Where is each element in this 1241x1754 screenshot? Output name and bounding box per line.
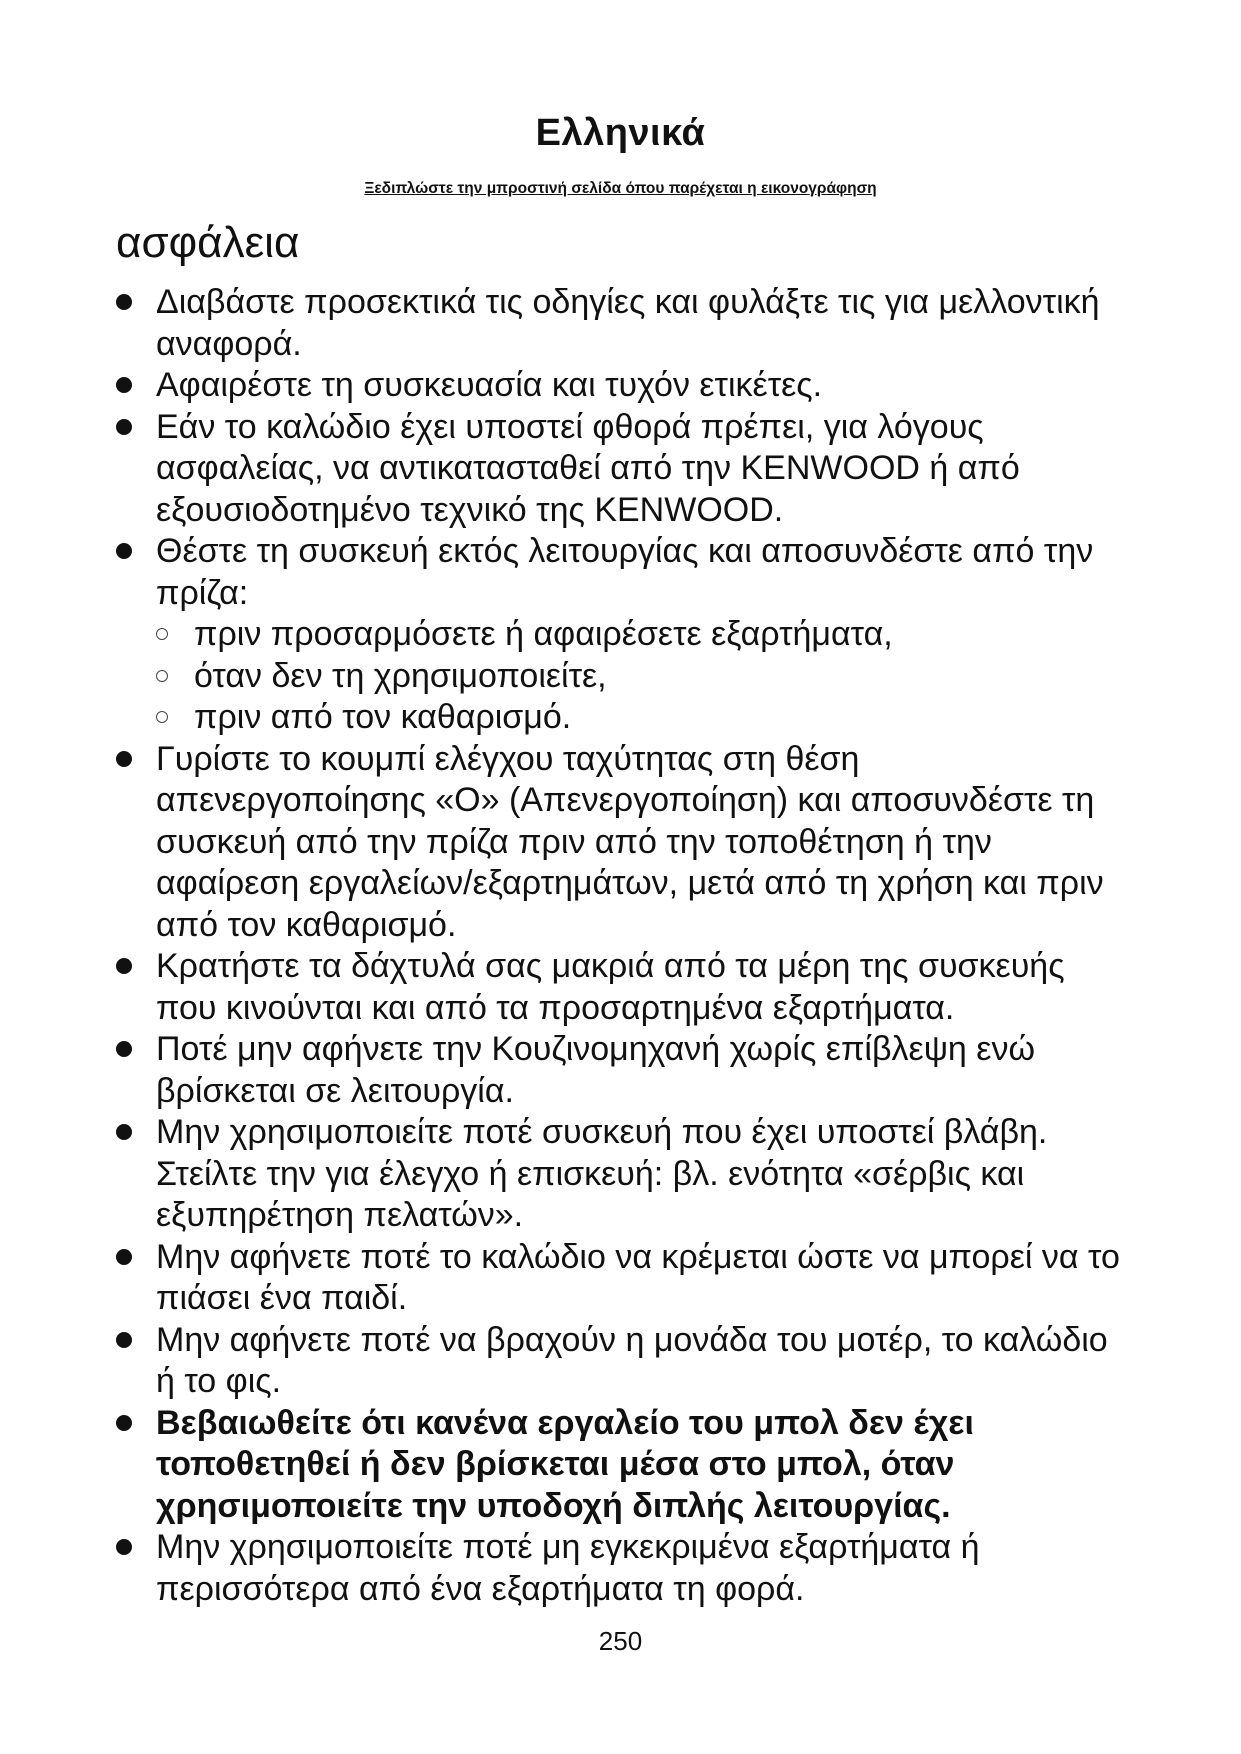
bullet-text: Μην χρησιμοποιείτε ποτέ συσκευή που έχει υποστεί βλάβη. Στείλτε την για έλεγχο ή επισκευή: βλ. ενότητα «σέρβις και εξυπηρέτηση πελατών». bbox=[156, 1113, 1048, 1234]
bullet-dot-icon bbox=[116, 958, 132, 974]
sub-bullet-item bbox=[156, 656, 1134, 698]
bullet-text: Γυρίστε το κουμπί ελέγχου ταχύτητας στη θέση απενεργοποίησης «O» (Απενεργοποίηση) και αποσυνδέστε τη συσκευή από την πρίζα πριν από την τοποθέτηση ή την αφαίρεση εργαλείων/εξαρτημάτων, μετά από τη χρήση και πριν από τον καθαρισμό. bbox=[156, 739, 1104, 944]
hollow-circle-icon bbox=[156, 628, 168, 640]
bullet-item bbox=[114, 1237, 1134, 1320]
sub-bullet-item bbox=[156, 614, 1134, 656]
bullet-dot-icon bbox=[116, 1249, 132, 1265]
bullet-text: Μην αφήνετε ποτέ το καλώδιο να κρέμεται ώστε να μπορεί να το πιάσει ένα παιδί. bbox=[156, 1237, 1120, 1317]
bullet-dot-icon bbox=[116, 1041, 132, 1057]
unfold-illustration-note: Ξεδιπλώστε την μπροστινή σελίδα όπου παρέχεται η εικονογράφηση bbox=[364, 180, 877, 197]
bullet-dot-icon bbox=[116, 751, 132, 767]
sub-bullet-list bbox=[156, 614, 1134, 739]
hollow-circle-icon bbox=[156, 711, 168, 723]
bullet-text: Διαβάστε προσεκτικά τις οδηγίες και φυλάξτε τις για μελλοντική αναφορά. bbox=[156, 283, 1100, 363]
bullet-dot-icon bbox=[116, 1332, 132, 1348]
page-number: 250 bbox=[598, 1626, 643, 1656]
bullet-text: Μην αφήνετε ποτέ να βραχούν η μονάδα του μοτέρ, το καλώδιο ή το φις. bbox=[156, 1320, 1108, 1400]
bullet-item bbox=[114, 739, 1134, 947]
bullet-item bbox=[114, 1527, 1134, 1610]
bullet-dot-icon bbox=[116, 1539, 132, 1555]
sub-bullet-text: πριν από τον καθαρισμό. bbox=[194, 698, 572, 736]
safety-bullet-list bbox=[114, 282, 1134, 1610]
section-heading-safety: ασφάλεια bbox=[116, 218, 300, 267]
bullet-text: Ποτέ μην αφήνετε την Κουζινομηχανή χωρίς επίβλεψη ενώ βρίσκεται σε λειτουργία. bbox=[156, 1030, 1035, 1110]
bullet-dot-icon bbox=[116, 294, 132, 310]
bullet-item bbox=[114, 282, 1134, 365]
bullet-dot-icon bbox=[116, 1415, 132, 1431]
bullet-item bbox=[114, 365, 1134, 407]
bullet-dot-icon bbox=[116, 543, 132, 559]
bullet-item bbox=[114, 531, 1134, 739]
bullet-dot-icon bbox=[116, 419, 132, 435]
bullet-text: Κρατήστε τα δάχτυλά σας μακριά από τα μέρη της συσκευής που κινούνται και από τα προσαρτημένα εξαρτήματα. bbox=[156, 947, 1065, 1027]
bullet-dot-icon bbox=[116, 1124, 132, 1140]
bullet-dot-icon bbox=[116, 377, 132, 393]
bullet-item bbox=[114, 1112, 1134, 1237]
bullet-text: Βεβαιωθείτε ότι κανένα εργαλείο του μπολ δεν έχει τοποθετηθεί ή δεν βρίσκεται μέσα στο μπολ, όταν χρησιμοποιείτε την υποδοχή διπλής λειτουργίας. bbox=[156, 1403, 974, 1525]
bullet-text: Μην χρησιμοποιείτε ποτέ μη εγκεκριμένα εξαρτήματα ή περισσότερα από ένα εξαρτήματα τη φορά. bbox=[156, 1528, 980, 1608]
bullet-item bbox=[114, 1320, 1134, 1403]
sub-bullet-text: πριν προσαρμόσετε ή αφαιρέσετε εξαρτήματα, bbox=[194, 615, 893, 653]
language-title: Ελληνικά bbox=[535, 112, 706, 154]
bullet-item-emphasized bbox=[114, 1403, 1134, 1528]
sub-bullet-text: όταν δεν τη χρησιμοποιείτε, bbox=[194, 656, 607, 695]
safety-content bbox=[114, 282, 1134, 1610]
bullet-item bbox=[114, 407, 1134, 532]
bullet-text: Θέστε τη συσκευή εκτός λειτουργίας και αποσυνδέστε από την πρίζα: bbox=[156, 532, 1094, 612]
hollow-circle-icon bbox=[156, 670, 168, 682]
bullet-item bbox=[114, 1029, 1134, 1112]
sub-bullet-item bbox=[156, 697, 1134, 739]
bullet-text: Εάν το καλώδιο έχει υποστεί φθορά πρέπει, για λόγους ασφαλείας, να αντικατασταθεί από την KENWOOD ή από εξουσιοδοτημένο τεχνικό της KENWOOD. bbox=[156, 407, 1020, 529]
bullet-text: Αφαιρέστε τη συσκευασία και τυχόν ετικέτες. bbox=[156, 366, 823, 404]
bullet-item bbox=[114, 946, 1134, 1029]
